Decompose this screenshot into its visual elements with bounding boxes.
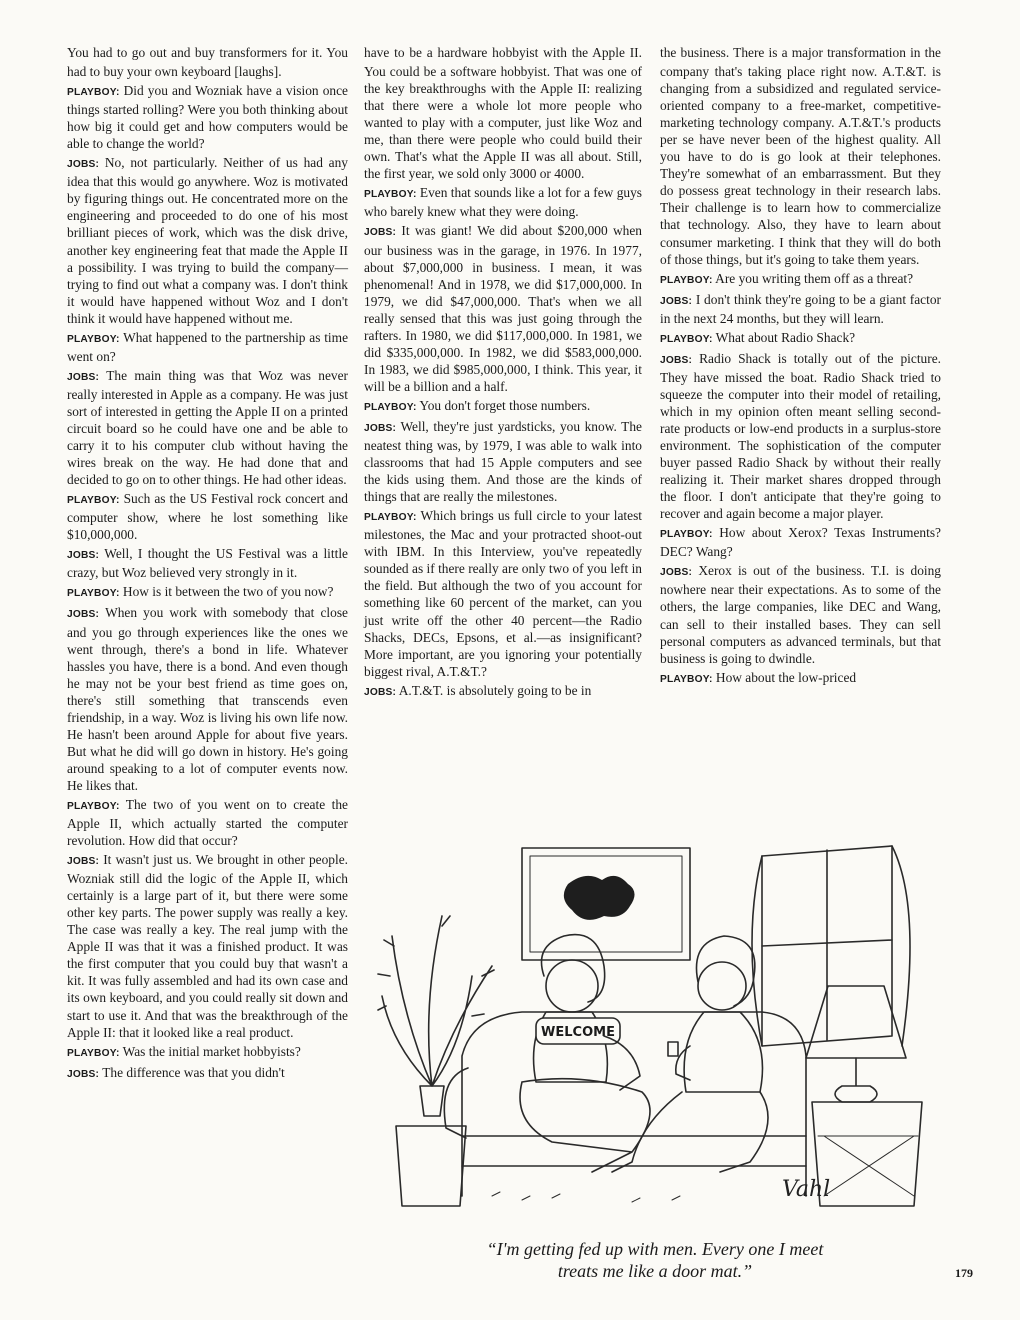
caption-line: “I'm getting fed up with men. Every one I meet — [486, 1239, 824, 1259]
paragraph: PLAYBOY: You don't forget those numbers. — [364, 397, 591, 413]
drink-glass — [668, 1042, 678, 1056]
paragraph: JOBS: Well, I thought the US Festival was a little crazy, but Woz believed very strongly in it. — [67, 546, 348, 581]
caption-line: treats me like a door mat.” — [557, 1261, 753, 1281]
paragraph: PLAYBOY: What happened to the partnership as time went on? — [67, 329, 349, 364]
artist-signature: Vahl — [782, 1177, 831, 1202]
paragraph: PLAYBOY: The two of you went on to create the Apple II, which actually started the computer revolution. How did that occur? — [67, 796, 348, 849]
column-2 — [364, 44, 642, 703]
welcome-sign-text: WELCOME — [541, 1025, 615, 1040]
column-3 — [660, 44, 941, 690]
paragraph: PLAYBOY: How is it between the two of you now? — [67, 584, 334, 600]
page-number: 179 — [955, 1266, 973, 1280]
window — [752, 846, 910, 1046]
paragraph: JOBS: The main thing was that Woz was never really interested in Apple as a company. He was just sort of interested in getting the Apple II on a printed circuit board so he could have one and be able to carry it to his computer club without having the wires break on the way. He had done that and decided to go on to other things. He had other ideas. — [67, 367, 348, 488]
paragraph: JOBS: It wasn't just us. We brought in other people. Wozniak still did the logic of the Apple II, which certainly is a large part of it, but there were some other key parts. The power supply was really a key. The case was really a key. The real jump with the Apple II was that it was a finished product. It was the first computer that you could buy that wasn't a kit. It was fully assembled and had its own case and its own keyboard, and you could really sit down and start to use it. And that was the breakthrough of the Apple II: that it looked like a real product. — [67, 852, 348, 1040]
paragraph: JOBS: A.T.&T. is absolutely going to be in — [364, 682, 592, 698]
paragraph: JOBS: It was giant! We did about $200,000 when our business was in the garage, in 1976. In 1977, about $7,000,000 in business. I mean, it was phenomenal! And in 1978, we did $17,000,000. In 1979, we did $47,000,000. That's when we all really sensed that this was just going through the rafters. In 1980, we did $117,000,000. In 1981, we did $335,000,000. In 1982, we did $583,000,000. In 1983, we did $985,000,000, I think. This year, it will be a billion and a half. — [364, 223, 642, 394]
paragraph: JOBS: The difference was that you didn't — [67, 1064, 285, 1080]
column-1 — [67, 44, 348, 1085]
paragraph: PLAYBOY: How about the low-priced — [660, 669, 857, 685]
paragraph: the business. There is a major transformation in the company that's taking place right now. A.T.&T. is changing from a subsidized and regulated service-oriented company to a free-market, competitive-marketing technology company. A.T.&T.'s products per se have never been of the highest quality. All you have to do is go look at their telephones. They're somewhat of an embarrassment. But they do possess great technology in their research labs. Their challenge is to learn how to commercialize that technology. Also, they have to learn about consumer marketing. I think that they will do both of those things, but it's going to take them years. — [660, 45, 941, 267]
paragraph: You had to go out and buy transformers for it. You had to buy your own keyboard [laughs]. — [67, 45, 348, 80]
cartoon-caption — [430, 1238, 880, 1282]
paragraph: PLAYBOY: Did you and Wozniak have a vision once things started rolling? Were you both thinking about how big it could get and how computers would be able to change the world? — [67, 83, 348, 152]
paragraph: PLAYBOY: Which brings us full circle to your latest milestones, the Mac and your protracted shoot-out with IBM. In this Interview, you've repeatedly sounded as if there really are only two of you left in the field. But although the two of you account for something like 60 percent of the market, can you just write off the other 40 percent—the Radio Shacks, DECs, Epsons, et al.—as insignificant? More important, are you ignoring your potentially biggest rival, A.T.&T.? — [364, 508, 643, 679]
paragraph: JOBS: When you work with somebody that close and you go through experiences like the ones we went through, there's a bond in life. Whatever hassles you have, there is a bond. And even though he may not be your best friend as time goes on, there's still something that transcends even friendship, in a way. Woz is living his own life now. He hasn't been around Apple for about five years. But what he did will go down in history. He's going around speaking to a lot of computer events now. He likes that. — [67, 605, 348, 793]
paragraph: PLAYBOY: Are you writing them off as a threat? — [660, 270, 914, 286]
houseplant — [378, 916, 494, 1116]
paragraph: JOBS: Xerox is out of the business. T.I. is doing nowhere near their expectations. As to some of the others, the large companies, like DEC and Wang, can sell to their installed bases. They can sell personal computers as advanced terminals, but that business is going to dwindle. — [660, 563, 942, 666]
paragraph: JOBS: Radio Shack is totally out of the picture. They have missed the boat. Radio Shack tried to squeeze the computer into their model of retailing, which in my opinion often meant selling second-rate products or low-end products in a surplus-store environment. The sophistication of the computer buyer passed Radio Shack by without their really realizing it. Their market shares dropped through the floor. I don't anticipate that they're going to recover and again become a major player. — [660, 350, 941, 522]
painting-blot — [564, 876, 635, 920]
paragraph: JOBS: I don't think they're going to be a giant factor in the next 24 months, but they will learn. — [660, 291, 941, 326]
paragraph: PLAYBOY: How about Xerox? Texas Instruments? DEC? Wang? — [660, 525, 941, 560]
paragraph: have to be a hardware hobbyist with the Apple II. You could be a software hobbyist. That was one of the key breakthroughs with the Apple II: realizing that there were a whole lot more people who wanted to play with a computer, just like Woz and me, than there were people who could build their own. That's what the Apple II was all about. Still, the first year, we sold only 3000 or 4000. — [364, 45, 642, 182]
paragraph: PLAYBOY: What about Radio Shack? — [660, 329, 856, 345]
sofa — [444, 1012, 806, 1196]
paragraph: PLAYBOY: Such as the US Festival rock concert and computer show, where he lost something like $10,000,000. — [67, 491, 348, 543]
paragraph: PLAYBOY: Even that sounds like a lot for a few guys who barely knew what they were doing. — [364, 185, 642, 220]
paragraph: JOBS: Well, they're just yardsticks, you know. The neatest thing was, by 1979, I was able to walk into classrooms that had 15 Apple computers and see the kids using them. And those are the kinds of things that are really the milestones. — [364, 418, 643, 505]
table-lamp — [806, 986, 906, 1102]
cartoon-illustration — [372, 836, 932, 1222]
paragraph: PLAYBOY: Was the initial market hobbyists? — [67, 1043, 301, 1059]
paragraph: JOBS: No, not particularly. Neither of us had any idea that this would go anywhere. Woz is motivated by figuring things out. He concentrated more on the engineering and proceeded to do one of his most brilliant pieces of work, which was the disk drive, another key engineering feat that made the Apple II a possibility. I was trying to build the company—trying to find out what a company was. I don't think it would have happened without Woz and I don't think it would have happened without me. — [67, 155, 348, 326]
side-table — [396, 1126, 466, 1206]
